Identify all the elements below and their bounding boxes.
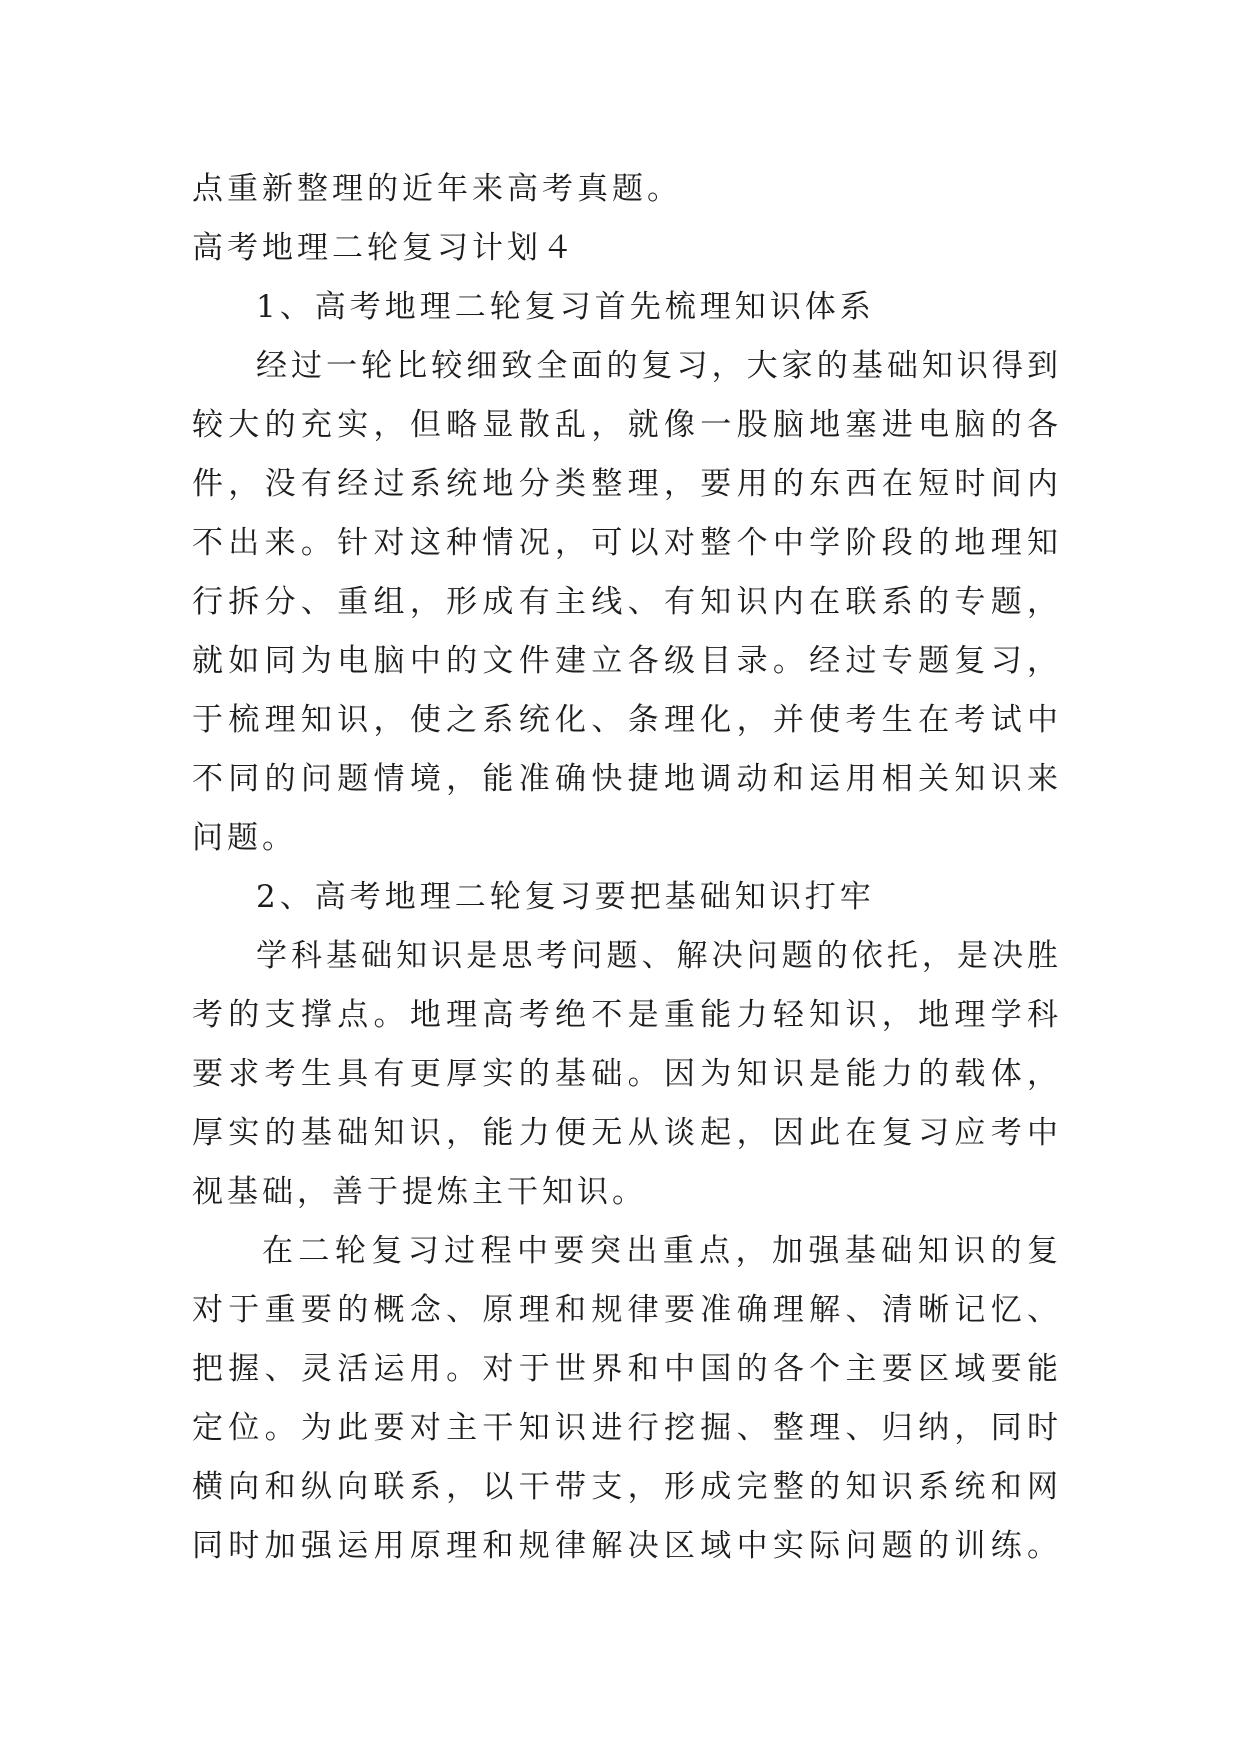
paragraph-line: 要求考生具有更厚实的基础。因为知识是能力的载体， [192, 1056, 1062, 1092]
paragraph-line: 学科基础知识是思考问题、解决问题的依托，是决胜 [256, 938, 1062, 974]
paragraph-line: 于梳理知识，使之系统化、条理化，并使考生在考试中 [192, 702, 1062, 738]
document-body [192, 160, 1062, 1576]
paragraph-line: 同时加强运用原理和规律解决区域中实际问题的训练。 [192, 1528, 1062, 1564]
paragraph-line: 横向和纵向联系，以干带支，形成完整的知识系统和网 [192, 1469, 1062, 1505]
paragraph-line: 在二轮复习过程中要突出重点，加强基础知识的复 [262, 1233, 1062, 1269]
paragraph-line: 考的支撑点。地理高考绝不是重能力轻知识，地理学科 [192, 997, 1062, 1033]
paragraph-line: 就如同为电脑中的文件建立各级目录。经过专题复习， [192, 643, 1062, 679]
paragraph-line: 件，没有经过系统地分类整理，要用的东西在短时间内 [192, 466, 1062, 502]
section-heading: 高考地理二轮复习计划４ [192, 230, 577, 266]
subsection-heading: 1、高考地理二轮复习首先梳理知识体系 [256, 289, 875, 325]
paragraph-line: 定位。为此要对主干知识进行挖掘、整理、归纳，同时 [192, 1410, 1062, 1446]
paragraph-line: 不出来。针对这种情况，可以对整个中学阶段的地理知 [192, 525, 1062, 561]
paragraph-line: 问题。 [192, 820, 297, 856]
paragraph-line: 经过一轮比较细致全面的复习，大家的基础知识得到 [256, 348, 1062, 384]
paragraph-line: 厚实的基础知识，能力便无从谈起，因此在复习应考中 [192, 1115, 1062, 1151]
text-line: 点重新整理的近年来高考真题。 [192, 171, 682, 207]
paragraph-line: 视基础，善于提炼主干知识。 [192, 1174, 647, 1210]
paragraph-line: 对于重要的概念、原理和规律要准确理解、清晰记忆、 [192, 1292, 1062, 1328]
paragraph-line: 不同的问题情境，能准确快捷地调动和运用相关知识来 [192, 761, 1062, 797]
paragraph-line: 把握、灵活运用。对于世界和中国的各个主要区域要能 [192, 1351, 1062, 1387]
paragraph-line: 行拆分、重组，形成有主线、有知识内在联系的专题， [192, 584, 1062, 620]
subsection-heading: 2、高考地理二轮复习要把基础知识打牢 [256, 879, 875, 915]
paragraph-line: 较大的充实，但略显散乱，就像一股脑地塞进电脑的各 [192, 407, 1062, 443]
